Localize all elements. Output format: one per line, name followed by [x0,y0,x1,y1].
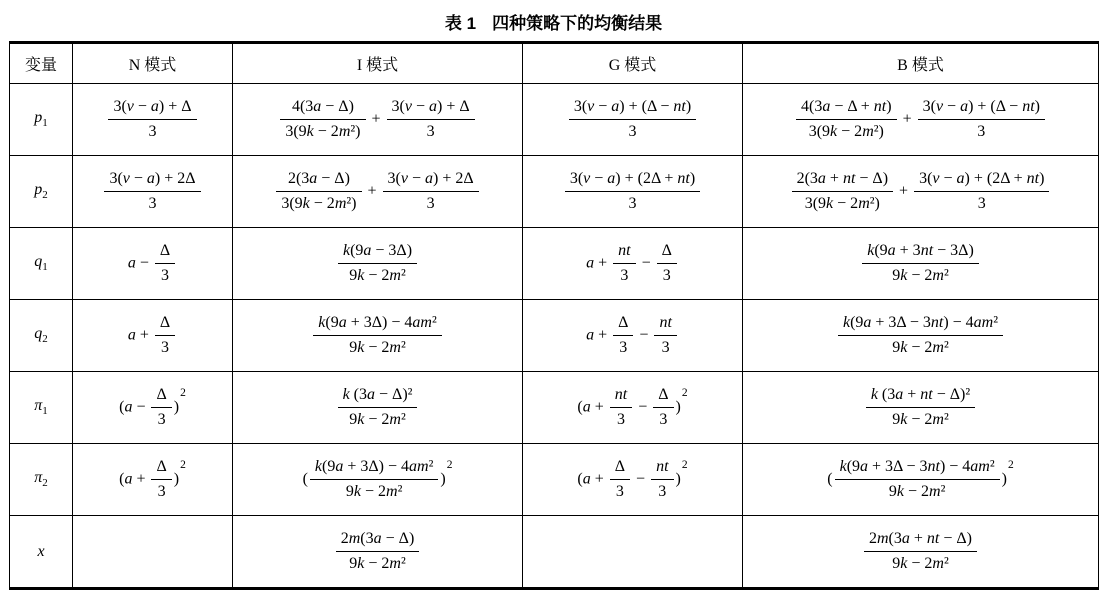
formula-cell-q1-2 [523,228,743,300]
fraction-numerator: k(9a + 3Δ) − 4am² [313,313,441,336]
math-run: − [634,398,652,416]
fraction [862,241,979,287]
math-run: (a + [577,470,608,488]
fraction [569,97,696,143]
fraction-denominator: 3 [426,123,435,140]
fraction-denominator: 3 [148,123,157,140]
fraction-numerator: Δ [657,241,677,264]
formula-cell-x-3 [743,516,1099,589]
formula-cell-q2-3 [743,300,1099,372]
fraction-denominator: 9k − 2m² [349,555,406,572]
formula-cell-p2-3 [743,156,1099,228]
fraction-numerator: 2(3a + nt − Δ) [792,169,893,192]
fraction-numerator: nt [651,457,673,480]
formula-cell-q2-0 [73,300,233,372]
fraction-numerator: k (3a + nt − Δ)² [866,385,975,408]
table-row [10,84,1099,156]
fraction [835,457,1000,503]
fraction-numerator: 2(3a − Δ) [276,169,361,192]
math-run: ) [1001,470,1007,488]
fraction-denominator: 9k − 2m² [345,483,403,500]
column-header-1: N 模式 [73,43,233,84]
table-title-text: 四种策略下的均衡结果 [492,14,663,33]
fraction-denominator: 3(9k − 2m²) [804,195,880,212]
fraction-numerator: 3(v − a) + Δ [387,97,475,120]
formula-cell-π2-2 [523,444,743,516]
fraction-denominator: 3 [628,123,637,140]
fraction [151,457,171,503]
fraction [336,529,420,575]
fraction-numerator: 2m(3a − Δ) [336,529,420,552]
fraction [155,241,175,287]
fraction [864,529,977,575]
formula-cell-π1-2 [523,372,743,444]
fraction-numerator: nt [613,241,635,264]
fraction-numerator: 4(3a − Δ) [280,97,365,120]
fraction-denominator: 3 [659,411,668,428]
math-run: ) [440,470,446,488]
fraction-numerator: 3(v − a) + Δ [108,97,196,120]
formula-cell-q2-1 [233,300,523,372]
fraction [613,313,633,359]
fraction [914,169,1049,215]
table-row [10,156,1099,228]
table-row [10,300,1099,372]
formula-cell-π1-3 [743,372,1099,444]
fraction-numerator: k (3a − Δ)² [338,385,418,408]
math-run: ) [173,470,180,488]
math-run: a + [586,254,612,272]
fraction-numerator: 3(v − a) + 2Δ [104,169,200,192]
exponent: 2 [681,387,688,400]
fraction-denominator: 3 [662,267,671,284]
fraction-denominator: 3 [661,339,670,356]
fraction [108,97,196,143]
fraction-denominator: 3 [157,483,166,500]
column-header-0: 变量 [10,43,73,84]
math-run: ) [675,398,681,416]
fraction-denominator: 3(9k − 2m²) [285,123,361,140]
math-run: ( [827,470,833,488]
fraction-numerator: nt [654,313,676,336]
fraction-numerator: 4(3a − Δ + nt) [796,97,897,120]
formula-cell-π2-1 [233,444,523,516]
fraction-numerator: Δ [610,457,630,480]
fraction-denominator: 3 [977,123,986,140]
math-run: a + [127,326,153,344]
formula-cell-x-0 [73,516,233,589]
fraction-denominator: 9k − 2m² [349,411,406,428]
fraction [651,457,673,503]
fraction-numerator: k(9a − 3Δ) [338,241,417,264]
fraction [653,385,673,431]
formula-cell-π2-3 [743,444,1099,516]
row-label-π1: $\pi_1$ [10,372,73,444]
table-row [10,228,1099,300]
math-run: + [898,110,916,128]
table-title-label: 表 1 [444,14,477,33]
fraction-numerator: Δ [151,385,171,408]
fraction-numerator: Δ [653,385,673,408]
math-run: ) [173,398,180,416]
fraction [866,385,975,431]
formula-cell-q1-0 [73,228,233,300]
fraction [657,241,677,287]
fraction-numerator: 3(v − a) + (Δ − nt) [569,97,696,120]
fraction [610,457,630,503]
formula-cell-x-1 [233,516,523,589]
formula-cell-p2-0 [73,156,233,228]
table-row [10,372,1099,444]
column-header-3: G 模式 [523,43,743,84]
fraction-denominator: 3 [977,195,986,212]
math-run: + [895,182,913,200]
math-run: − [637,254,655,272]
math-run: + [363,182,381,200]
exponent: 2 [180,387,186,400]
fraction [151,385,171,431]
formula-cell-q1-3 [743,228,1099,300]
fraction-numerator: Δ [613,313,633,336]
fraction-denominator: 3(9k − 2m²) [808,123,884,140]
column-header-2: I 模式 [233,43,523,84]
exponent: 2 [681,459,688,472]
fraction-numerator: Δ [155,313,175,336]
formula-cell-q1-1 [233,228,523,300]
fraction [338,385,418,431]
fraction-denominator: 9k − 2m² [892,267,949,284]
fraction-denominator: 3 [161,267,169,284]
fraction-denominator: 3 [616,411,625,428]
fraction [104,169,200,215]
fraction-numerator: k(9a + 3Δ − 3nt) − 4am² [835,457,1000,480]
formula-cell-x-2 [523,516,743,589]
fraction-numerator: 3(v − a) + 2Δ [383,169,479,192]
row-label-q1: $q_1$ [10,228,73,300]
row-label-p1: $p_1$ [10,84,73,156]
fraction-denominator: 3 [161,339,169,356]
column-header-4: B 模式 [743,43,1099,84]
fraction [383,169,479,215]
math-run: a − [127,254,153,272]
formula-cell-p1-2 [523,84,743,156]
fraction-denominator: 9k − 2m² [349,339,406,356]
math-run: (a + [577,398,608,416]
fraction [313,313,441,359]
fraction-numerator: Δ [151,457,171,480]
fraction [310,457,438,503]
row-label-q2: $q_2$ [10,300,73,372]
fraction [610,385,632,431]
formula-cell-π1-0 [73,372,233,444]
math-run: ( [302,470,308,488]
fraction-numerator: 3(v − a) + (2Δ + nt) [565,169,700,192]
fraction [155,313,175,359]
fraction-numerator: 2m(3a + nt − Δ) [864,529,977,552]
fraction-numerator: k(9a + 3Δ − 3nt) − 4am² [838,313,1003,336]
table-title [0,0,1107,41]
fraction-denominator: 9k − 2m² [892,339,949,356]
fraction [276,169,361,215]
formula-cell-p1-3 [743,84,1099,156]
formula-cell-π2-0 [73,444,233,516]
math-run: − [632,470,650,488]
fraction [796,97,897,143]
fraction-denominator: 9k − 2m² [892,555,949,572]
fraction [280,97,365,143]
math-run: (a + [119,470,150,488]
fraction-numerator: 3(v − a) + (2Δ + nt) [914,169,1049,192]
math-run: + [367,110,385,128]
exponent: 2 [1007,459,1014,472]
fraction [918,97,1045,143]
table-body [10,84,1099,589]
fraction-denominator: 3 [615,483,624,500]
formula-cell-q2-2 [523,300,743,372]
fraction-numerator: 3(v − a) + (Δ − nt) [918,97,1045,120]
formula-cell-π1-1 [233,372,523,444]
fraction-numerator: k(9a + 3nt − 3Δ) [862,241,979,264]
fraction-denominator: 3(9k − 2m²) [281,195,357,212]
equilibrium-results-table [9,41,1099,590]
fraction [838,313,1003,359]
formula-cell-p1-1 [233,84,523,156]
exponent: 2 [180,459,186,472]
exponent: 2 [446,459,453,472]
row-label-π2: $\pi_2$ [10,444,73,516]
fraction-denominator: 3 [619,339,628,356]
math-run: ) [675,470,681,488]
fraction [613,241,635,287]
fraction-denominator: 9k − 2m² [349,267,406,284]
header-row [10,43,1099,84]
fraction-numerator: Δ [155,241,175,264]
fraction-denominator: 3 [620,267,629,284]
fraction-denominator: 3 [157,411,166,428]
fraction-numerator: nt [610,385,632,408]
fraction [387,97,475,143]
row-label-p2: $p_2$ [10,156,73,228]
fraction-denominator: 3 [628,195,637,212]
formula-cell-p2-2 [523,156,743,228]
row-label-x: x [10,516,73,589]
formula-cell-p2-1 [233,156,523,228]
fraction [792,169,893,215]
math-run: (a − [119,398,150,416]
table-row [10,444,1099,516]
fraction-denominator: 3 [426,195,435,212]
fraction-denominator: 9k − 2m² [888,483,946,500]
math-run: a + [586,326,612,344]
fraction-denominator: 3 [148,195,157,212]
fraction [338,241,417,287]
fraction-denominator: 3 [658,483,667,500]
table-row [10,516,1099,589]
formula-cell-p1-0 [73,84,233,156]
fraction [654,313,676,359]
math-run: − [635,326,653,344]
fraction [565,169,700,215]
fraction-numerator: k(9a + 3Δ) − 4am² [310,457,438,480]
fraction-denominator: 9k − 2m² [892,411,949,428]
